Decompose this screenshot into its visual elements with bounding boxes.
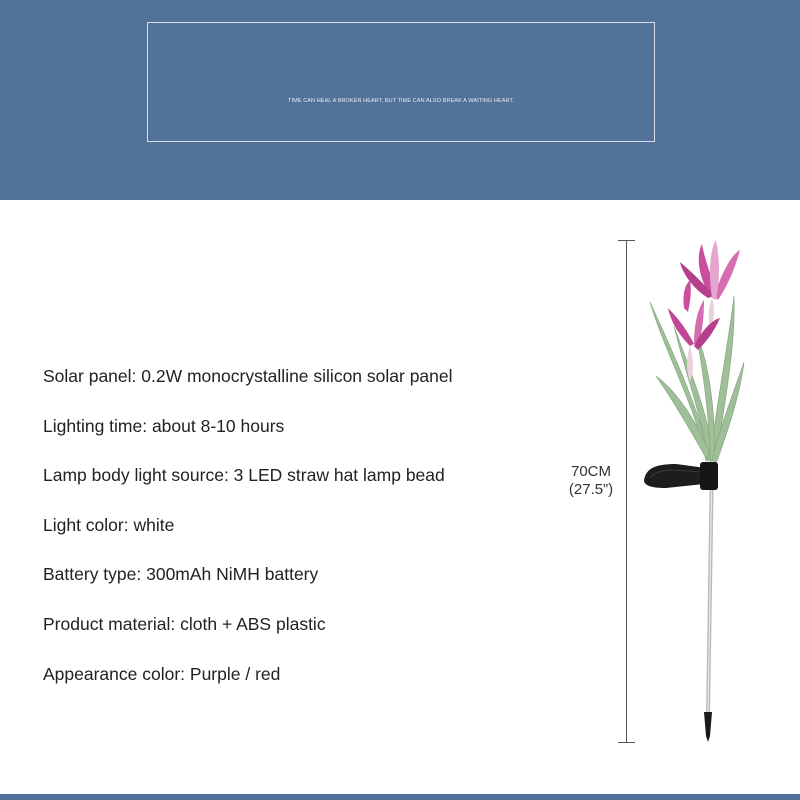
dimension-cap-top: [618, 240, 635, 241]
spec-light-color: Light color: white: [43, 514, 175, 535]
height-imperial: (27.5”): [568, 481, 614, 498]
height-label: [556, 463, 626, 499]
bottom-bar: [0, 794, 800, 800]
banner-frame: [147, 22, 655, 142]
solar-panel: [644, 462, 718, 490]
height-metric: 70CM: [570, 463, 611, 480]
dimension-line: [626, 240, 627, 743]
top-banner: [0, 0, 800, 200]
spec-appearance-color: Appearance color: Purple / red: [43, 663, 281, 684]
spec-material: Product material: cloth + ABS plastic: [43, 613, 326, 634]
spec-lighting-time: Lighting time: about 8-10 hours: [43, 415, 285, 436]
spec-solar-panel: Solar panel: 0.2W monocrystalline silicon solar panel: [43, 366, 453, 386]
spec-battery-type: Battery type: 300mAh NiMH battery: [43, 564, 319, 585]
banner-quote: TIME CAN HEAL A BROKEN HEART, BUT TIME CAN ALSO BREAK A WAITING HEART.: [288, 98, 514, 104]
ground-spike: [704, 712, 712, 742]
solar-lily-lamp-image: [636, 236, 746, 748]
spec-list: [43, 364, 453, 711]
flower-bud: [683, 280, 690, 312]
dimension-cap-bottom: [618, 742, 635, 743]
spec-light-source: Lamp body light source: 3 LED straw hat lamp bead: [43, 465, 445, 486]
